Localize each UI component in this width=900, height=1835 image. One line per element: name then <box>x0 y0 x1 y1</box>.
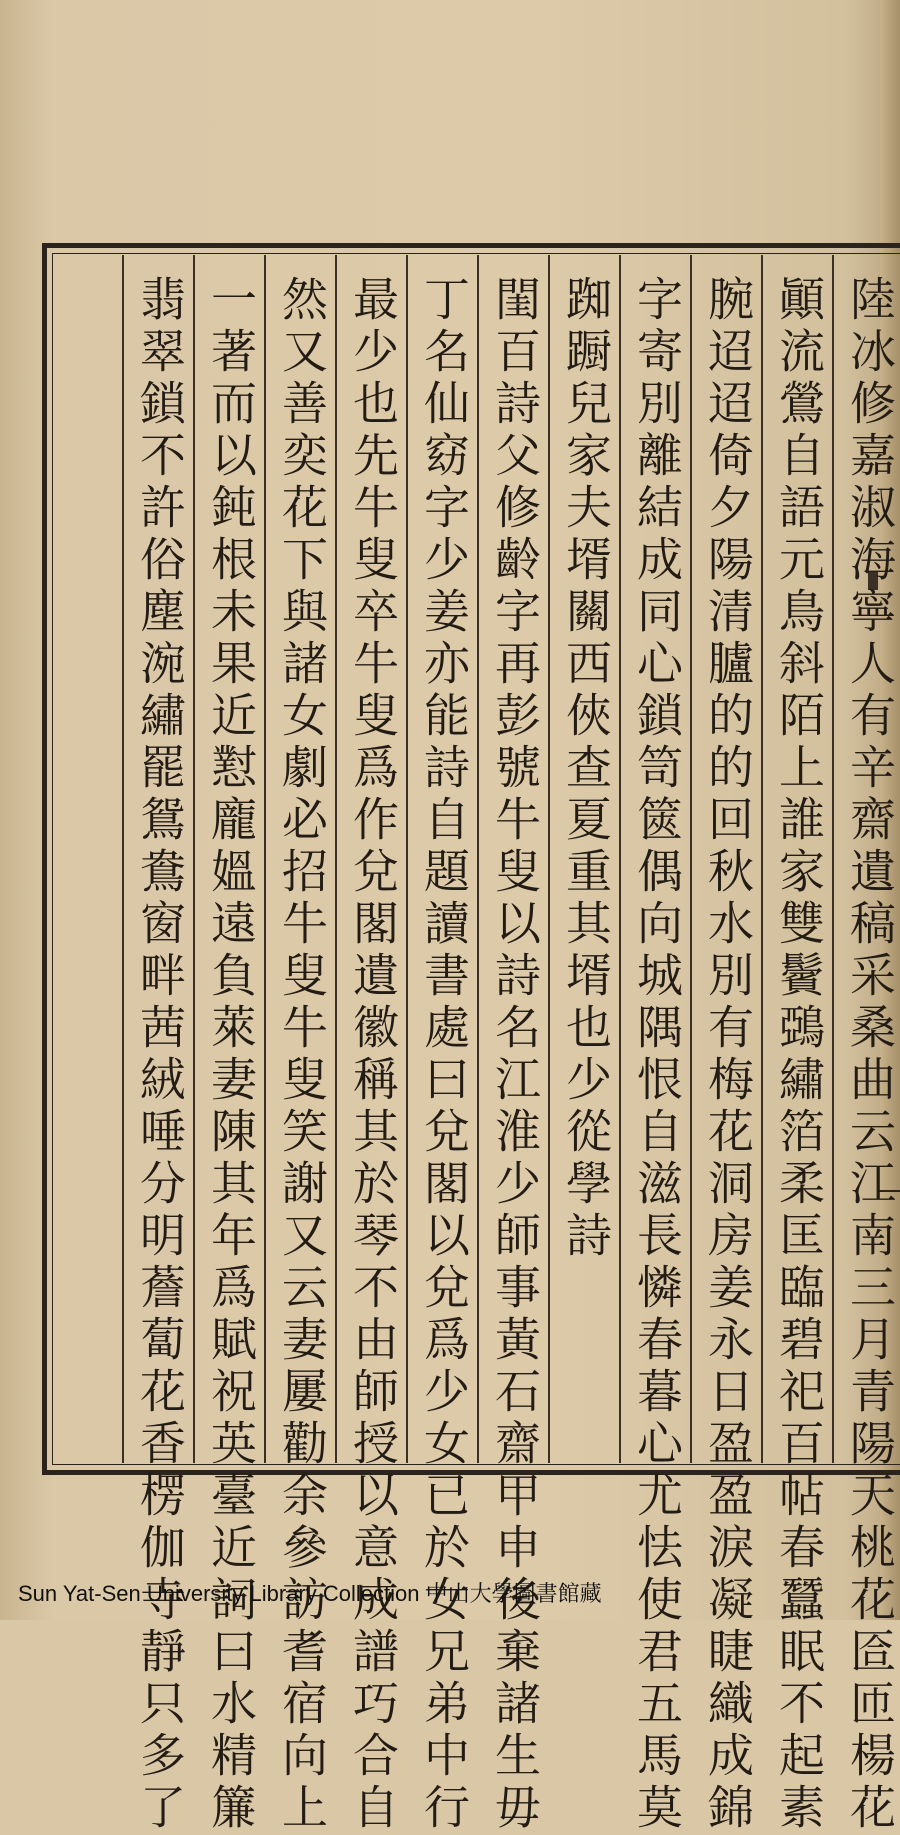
text-column-4: 字寄別離結成同心鎖笥篋偶向城隅恨自滋長憐春暮心尤怯使君五馬莫 <box>630 275 684 1835</box>
text-column-1: 陸冰修嘉淑海寧人有辛齋遺稿采桑曲云江南三月青陽天桃花匼匝楊花 <box>843 275 897 1835</box>
text-column-9: 然又善奕花下與諸女劇必招牛叟牛叟笑謝又云妻屢勸余參訪耆宿向上 <box>275 275 329 1835</box>
collection-caption: Sun Yat-Sen University Library Collection 中山大學圖書館藏 <box>18 1581 602 1606</box>
text-column-8: 最少也先牛叟卒牛叟爲作兌閣遺徽稱其於琴不由師授以意成譜巧合自 <box>346 275 400 1835</box>
text-column-2: 顚流鶯自語元鳥斜陌上誰家雙鬢鵶繡箔柔匡臨碧祀百帖春蠶眠不起素 <box>772 275 826 1835</box>
text-column-3: 腕迢迢倚夕陽清臚的的回秋水別有梅花洞房姜永日盈盈淚凝睫織成錦 <box>701 275 755 1835</box>
text-column-5: 踟蹰兒家夫壻關西俠查夏重其壻也少從學詩 <box>559 275 613 1263</box>
text-column-7: 丁名仙窈字少姜亦能詩自題讀書處曰兌閣以兌爲少女已於女兄弟中行 <box>417 275 471 1835</box>
text-column-11: 翡翠鎖不許俗塵涴繡罷鴛鴦窗畔茜絨唾分明薝蔔花香楞伽寺靜只多了 <box>133 275 187 1835</box>
text-column-10: 一著而以鈍根未果近懟龐媼遠負萊妻陳其年爲賦祝英臺近詞曰水精簾 <box>204 275 258 1835</box>
column-divider <box>122 255 124 1463</box>
text-column-6: 閨百詩父修齡字再彭號牛叟以詩名江淮少師事黃石齋甲申後棄諸生毋 <box>488 275 542 1835</box>
